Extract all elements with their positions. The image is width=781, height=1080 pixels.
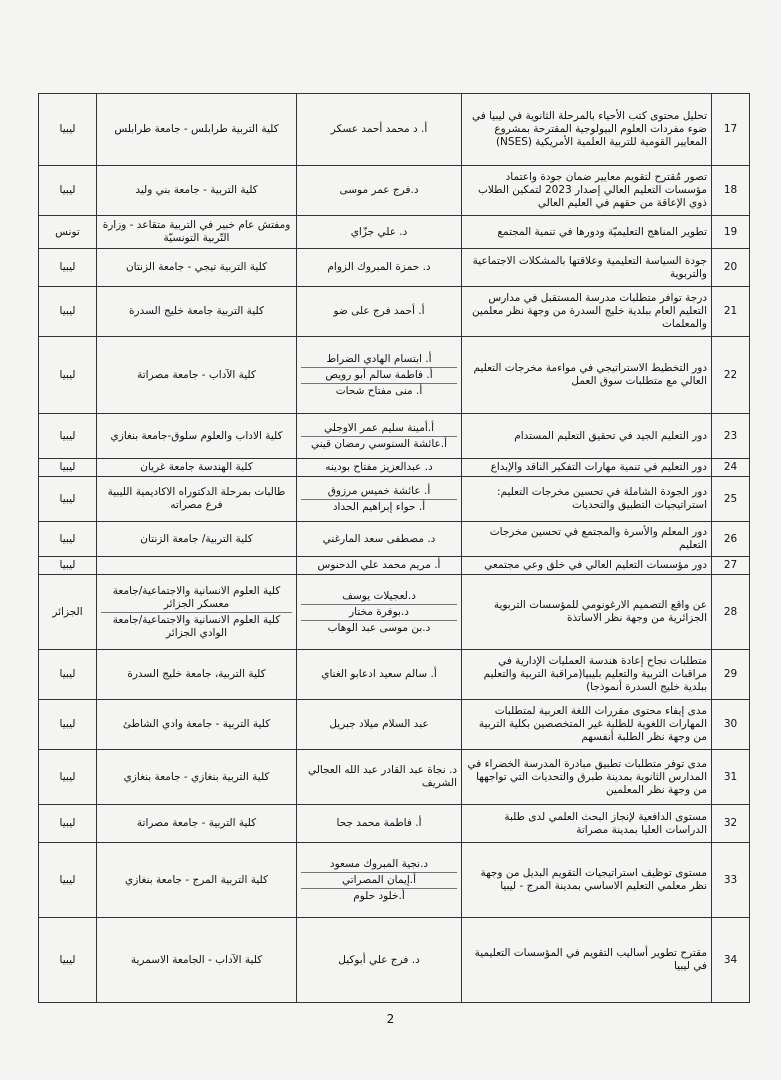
institution-name: كلية التربية/ جامعة الزنتان [140,532,253,545]
row-number: 26 [712,522,750,557]
institution-name: كلية التربية جامعة خليج السدرة [129,305,264,317]
paper-title: دور المعلم والأسرة والمجتمع في تحسين مخرجات التعليم [462,522,712,557]
author-name: د.نجية المبروك مسعود [301,857,457,873]
country-cell: ليبيا [39,805,97,843]
country-cell: ليبيا [39,650,97,700]
paper-title: درجة توافر متطلبات مدرسة المستقبل في مدارس التعليم العام ببلدية خليج السدرة من وجهة نظر معلمين والمعلمات [462,287,712,337]
table-row [39,918,750,1003]
author-name: د. حمزة المبروك الزوام [327,261,431,273]
institution-name: كلية التربية تيجي - جامعة الزنتان [125,261,268,273]
country-cell: ليبيا [39,337,97,414]
author-name: د.فرج عمر موسى [339,184,419,196]
country-cell: ليبيا [39,414,97,459]
row-number: 29 [712,650,750,700]
author-name: أ. مريم محمد علي الدحنوس [317,559,441,571]
row-number: 19 [712,216,750,249]
institution-cell [97,650,297,700]
table-row [39,522,750,557]
author-name: أ. ابتسام الهادي الضراط [301,352,457,368]
paper-title: تطوير المناهج التعليميّة ودورها في تنمية المجتمع [462,216,712,249]
table-row [39,750,750,805]
country-cell: ليبيا [39,557,97,575]
institution-name: كلية التربية بنغازي - جامعة بنغازي [123,770,270,783]
authors-cell [297,575,462,650]
paper-title: متطلبات نجاح إعادة هندسة العمليات الإدارية في مراقبات التربية والتعليم بليبيا(مراقبة التربية والتعليم ببلدية خليج السدرة أنموذجا) [462,650,712,700]
authors-cell [297,750,462,805]
institution-cell [97,166,297,216]
row-number: 31 [712,750,750,805]
table-row [39,575,750,650]
table-row [39,166,750,216]
author-name: د. علي جزّاي [350,225,408,238]
row-number: 32 [712,805,750,843]
authors-cell [297,477,462,522]
table-row [39,650,750,700]
author-name: أ. د محمد أحمد عسكر [330,123,428,135]
author-name: أ.عائشة السنوسي رمضان قيني [310,437,448,450]
institution-cell [97,477,297,522]
institution-name: كلية العلوم الانسانية والاجتماعية/جامعة الوادي الجزائر [112,613,281,639]
authors-cell [297,650,462,700]
institution-cell [97,414,297,459]
paper-title: تحليل محتوى كتب الأحياء بالمرحلة الثانوية في ليبيا في ضوء مفردات العلوم البيولوجية المقترحة بمشروع المعايير القومية للتربية العلمية الأمريكية (NSES) [462,94,712,166]
table-row [39,337,750,414]
row-number: 30 [712,700,750,750]
row-number: 21 [712,287,750,337]
authors-cell [297,249,462,287]
author-name: د.لعجيلات يوسف [301,589,457,605]
author-name: أ. سالم سعيد ادعابو الغناي [321,668,437,680]
institution-name: كلية الآداب - الجامعة الاسمرية [130,953,263,966]
institution-name: ومفتش عام خبير في التربية متقاعد - وزارة التّربية التونسيّة [102,219,291,244]
author-name: د. مصطفى سعد المارغني [322,532,436,545]
author-name: عبد السلام ميلاد جبريل [329,718,429,730]
table-body [39,94,750,1003]
author-name: أ. عائشة خميس مرزوق [301,484,457,500]
institution-name: كلية التربية - جامعة وادي الشاطئ [122,718,271,730]
country-cell: الجزائر [39,575,97,650]
author-name: أ. فاطمة محمد جحا [336,817,422,829]
institution-cell [97,575,297,650]
country-cell: ليبيا [39,477,97,522]
table-row [39,477,750,522]
author-name: أ. أحمد فرج على ضو [333,305,425,317]
institution-name [101,565,292,567]
row-number: 22 [712,337,750,414]
institution-cell [97,249,297,287]
author-name: أ. فاطمة سالم أبو رويص [301,368,457,384]
institution-cell [97,287,297,337]
author-name: د.بوفرة مختار [301,605,457,621]
row-number: 34 [712,918,750,1003]
institution-cell [97,522,297,557]
table-row [39,94,750,166]
country-cell: تونس [39,216,97,249]
country-cell: ليبيا [39,166,97,216]
table-row [39,459,750,477]
row-number: 28 [712,575,750,650]
paper-title: دور الجودة الشاملة في تحسين مخرجات التعليم: استراتيجيات التطبيق والتحديات [462,477,712,522]
authors-cell [297,287,462,337]
author-name: د. فرج علي أبوكيل [338,953,420,966]
country-cell: ليبيا [39,459,97,477]
author-name: أ.خلود حلوم [353,889,405,902]
country-cell: ليبيا [39,918,97,1003]
research-table [38,93,750,1003]
institution-cell [97,805,297,843]
authors-cell [297,522,462,557]
authors-cell [297,459,462,477]
country-cell: ليبيا [39,249,97,287]
author-name: د.بن موسى عبد الوهاب [327,621,431,634]
table-row [39,700,750,750]
table-row [39,557,750,575]
country-cell: ليبيا [39,700,97,750]
country-cell: ليبيا [39,750,97,805]
institution-name: كلية الاداب والعلوم سلوق-جامعة بنغازي [110,429,283,442]
institution-cell [97,216,297,249]
paper-title: مستوى توظيف استراتيجيات التقويم البديل من وجهة نظر معلمي التعليم الاساسي بمدينة المرج - ليبيا [462,843,712,918]
institution-cell [97,94,297,166]
row-number: 17 [712,94,750,166]
table-row [39,287,750,337]
country-cell: ليبيا [39,522,97,557]
institution-name: كلية التربية المرج - جامعة بنغازي [125,873,268,886]
authors-cell [297,805,462,843]
author-name: د. عبدالعزيز مفتاح بودينه [325,461,433,473]
institution-name: كلية التربية طرابلس - جامعة طرابلس [114,123,279,135]
table-row [39,249,750,287]
authors-cell [297,843,462,918]
country-cell: ليبيا [39,843,97,918]
authors-cell [297,94,462,166]
institution-name: كلية الهندسة جامعة غريان [140,461,253,473]
authors-cell [297,700,462,750]
row-number: 27 [712,557,750,575]
institution-name: كلية التربية - جامعة مصراتة [136,817,257,829]
institution-name: طالبات بمرحلة الدكتوراه الاكاديمية الليبية فرع مصراته [107,486,286,511]
paper-title: جودة السياسة التعليمية وعلاقتها بالمشكلات الاجتماعية والتربوية [462,249,712,287]
row-number: 33 [712,843,750,918]
page-number: 2 [386,1012,395,1026]
author-name: أ. حواء إبراهيم الحداد [332,500,426,513]
author-name: أ.أمينة سليم عمر الاوجلي [301,421,457,437]
institution-cell [97,700,297,750]
country-cell: ليبيا [39,287,97,337]
institution-cell [97,459,297,477]
paper-title: مستوى الدافعية لإنجاز البحث العلمي لدى طلبة الدراسات العليا بمدينة مصراتة [462,805,712,843]
authors-cell [297,337,462,414]
authors-cell [297,557,462,575]
country-cell: ليبيا [39,94,97,166]
institution-name: كلية العلوم الانسانية والاجتماعية/جامعة معسكر الجزائر [101,584,292,613]
table-row [39,414,750,459]
row-number: 23 [712,414,750,459]
row-number: 25 [712,477,750,522]
paper-title: دور التخطيط الاستراتيجي في مواءمة مخرجات التعليم العالي مع متطلبات سوق العمل [462,337,712,414]
institution-name: كلية الآداب - جامعة مصراتة [137,368,256,381]
author-name: د. نجاة عبد القادر عبد الله العجالي الشريف [307,764,457,789]
paper-title: دور التعليم الجيد في تحقيق التعليم المستدام [462,414,712,459]
row-number: 18 [712,166,750,216]
paper-title: عن واقع التصميم الارغونومي للمؤسسات التربوية الجزائرية من وجهة نظر الاساتذة [462,575,712,650]
institution-cell [97,557,297,575]
author-name: أ.إيمان المصراتي [301,873,457,889]
authors-cell [297,414,462,459]
paper-title: تصور مُقترح لتقويم معايير ضمان جودة واعتماد مؤسسات التعليم العالي إصدار 2023 لتمكين الطلاب ذوي الإعاقة من حقهم في العليم العالي [462,166,712,216]
paper-title: مدى توفر متطلبات تطبيق مبادرة المدرسة الخضراء في المدارس الثانوية بمدينة طبرق والتحديات التي تواجهها من وجهة نظر المعلمين [462,750,712,805]
paper-title: مدى إيفاء محتوى مقررات اللغة العربية لمتطلبات المهارات اللغوية للطلبة غير المتخصصين بكلية التربية من وجهة نظر الطلبة أنفسهم [462,700,712,750]
authors-cell [297,918,462,1003]
institution-name: كلية التربية - جامعة بني وليد [135,184,258,196]
institution-cell [97,918,297,1003]
institution-cell [97,843,297,918]
paper-title: مقترح تطوير أساليب التقويم في المؤسسات التعليمية في ليبيا [462,918,712,1003]
table-row [39,805,750,843]
paper-title: دور التعليم في تنمية مهارات التفكير الناقد والإبداع [462,459,712,477]
authors-cell [297,166,462,216]
table-row [39,843,750,918]
authors-cell [297,216,462,249]
author-name: أ. منى مفتاح شحات [335,384,423,397]
table-row [39,216,750,249]
paper-title: دور مؤسسات التعليم العالي في خلق وعي مجتمعي [462,557,712,575]
row-number: 20 [712,249,750,287]
institution-name: كلية التربية، جامعة خليج السدرة [127,668,266,680]
row-number: 24 [712,459,750,477]
institution-cell [97,337,297,414]
institution-cell [97,750,297,805]
